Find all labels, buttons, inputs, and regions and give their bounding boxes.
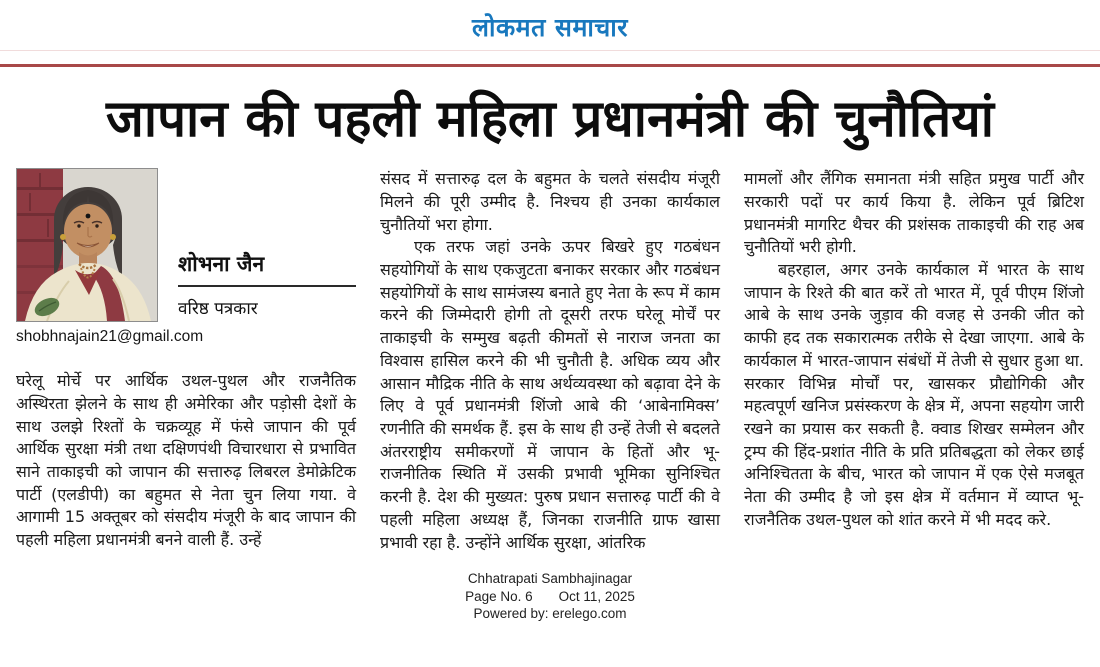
article-body	[0, 160, 1100, 554]
author-email: shobhnajain21@gmail.com	[16, 328, 204, 346]
author-role: वरिष्ठ पत्रकार	[178, 299, 258, 320]
masthead-title: लोकमत समाचार	[472, 13, 628, 42]
author-photo	[16, 168, 158, 322]
footer-powered-by: Powered by: erelego.com	[473, 606, 627, 622]
paragraph-col2-2: एक तरफ जहां उनके ऊपर बिखरे हुए गठबंधन सहयोगियों के साथ एकजुटता बनाकर सरकार और गठबंधन सहयोगियों के साथ सामंजस्य बनाते हुए नेता के रूप में काम करने की जिम्मेदारी होगी तो दूसरी तरफ घरेलू मोर्चें पर ताकाइची के सम्मुख बढ़ती कीमतों से नाराज जनता का विश्वास हासिल करने की भी चुनौती है. अधिक व्यय और आसान मौद्रिक नीति के साथ अर्थव्यवस्था को बढ़ावा देने के लिए वे पूर्व प्रधानमंत्री शिंजो आबे की ‘आबेनामिक्स’ रणनीति की समर्थक हैं. इस के साथ ही उन्हें तेजी से बदलते अंतरराष्ट्रीय समीकरणों में जापान के हितों और भू-राजनीतिक स्थिति में उसकी प्रभावी भूमिका सुनिश्चित करनी है. देश की मुख्यत: पुरुष प्रधान सत्तारुढ़ पार्टी की वे पहली महिला अध्यक्ष हैं, जिनका राजनीति ग्राफ खासा प्रभावी रहा है. उन्होंने आर्थिक सुरक्षा, आंतरिक	[380, 237, 720, 552]
paragraph-col2-1: संसद में सत्तारुढ़ दल के बहुमत के चलते संसदीय मंजूरी मिलने की पूरी उम्मीद है. निश्चय ही उनका कार्यकाल चुनौतियों भरा होगा.	[380, 169, 720, 234]
masthead-light-rule	[0, 50, 1100, 51]
article-headline: जापान की पहली महिला प्रधानमंत्री की चुनौतियां	[106, 90, 994, 149]
article-column-left	[16, 168, 356, 554]
footer-location: Chhatrapati Sambhajinagar	[467, 571, 633, 587]
author-photo-art	[17, 169, 157, 321]
author-name: शोभना जैन	[178, 252, 265, 277]
page-footer	[0, 570, 1100, 623]
footer-page-info	[0, 588, 1100, 606]
byline-rule	[178, 285, 356, 287]
footer-page-number: Page No. 6	[465, 588, 533, 604]
article-column-middle	[380, 168, 720, 554]
author-block	[16, 168, 356, 322]
author-meta	[178, 250, 356, 322]
paragraph-col1: घरेलू मोर्चे पर आर्थिक उथल-पुथल और राजनैतिक अस्थिरता झेलने के साथ ही अमेरिका और पड़ोसी देशों के साथ उलझे रिश्तों के चक्रव्यूह में फंसे जापान की पूर्व आर्थिक सुरक्षा मंत्री तथा दक्षिणपंथी विचारधारा से प्रभावित साने ताकाइची को जापान की सत्तारुढ़ लिबरल डेमोक्रेटिक पार्टी (एलडीपी) का बहुमत से नेता चुन लिया गया. वे आगामी 15 अक्तूबर को संसदीय मंजूरी के बाद जापान की पहली महिला प्रधानमंत्री बनने वाली हैं. उन्हें	[16, 371, 356, 550]
masthead	[0, 0, 1100, 44]
article-column-right	[744, 168, 1084, 554]
footer-date: Oct 11, 2025	[558, 588, 635, 604]
paragraph-col3-2: बहरहाल, अगर उनके कार्यकाल में भारत के साथ जापान के रिश्ते की बात करें तो भारत में, पूर्व पीएम शिंजो आबे के साथ उनके जुड़ाव की वजह से उनकी जीत को काफी हद तक सकारात्मक तरीके से देखा जाएगा. आबे के कार्यकाल में भारत-जापान संबंधों में तेजी से सुधार हुआ था. सरकार विभिन्न मोर्चों पर, खासकर प्रौद्योगिकी और महत्वपूर्ण खनिज प्रसंस्करण के क्षेत्र में, अपना सहयोग जारी रखने का प्रयास कर सकती है. क्वाड शिखर सम्मेलन और ट्रम्प की हिंद-प्रशांत नीति के प्रति प्रतिबद्धता को लेकर छाई अनिश्चितता के बीच, भारत को जापान में एक ऐसे मजबूत नेता की उम्मीद है जो इस क्षेत्र में वर्तमान में व्याप्त भू-राजनैतिक उथल-पुथल को शांत करने में भी मदद करे.	[744, 259, 1084, 529]
paragraph-col3-1: मामलों और लैंगिक समानता मंत्री सहित प्रमुख पार्टी और सरकारी पदों पर कार्य किया है. लेकिन पूर्व ब्रिटिश प्रधानमंत्री मागरिट थैचर की प्रशंसक ताकाइची की राह अब चुनौतियों भरी होगी.	[744, 169, 1084, 257]
